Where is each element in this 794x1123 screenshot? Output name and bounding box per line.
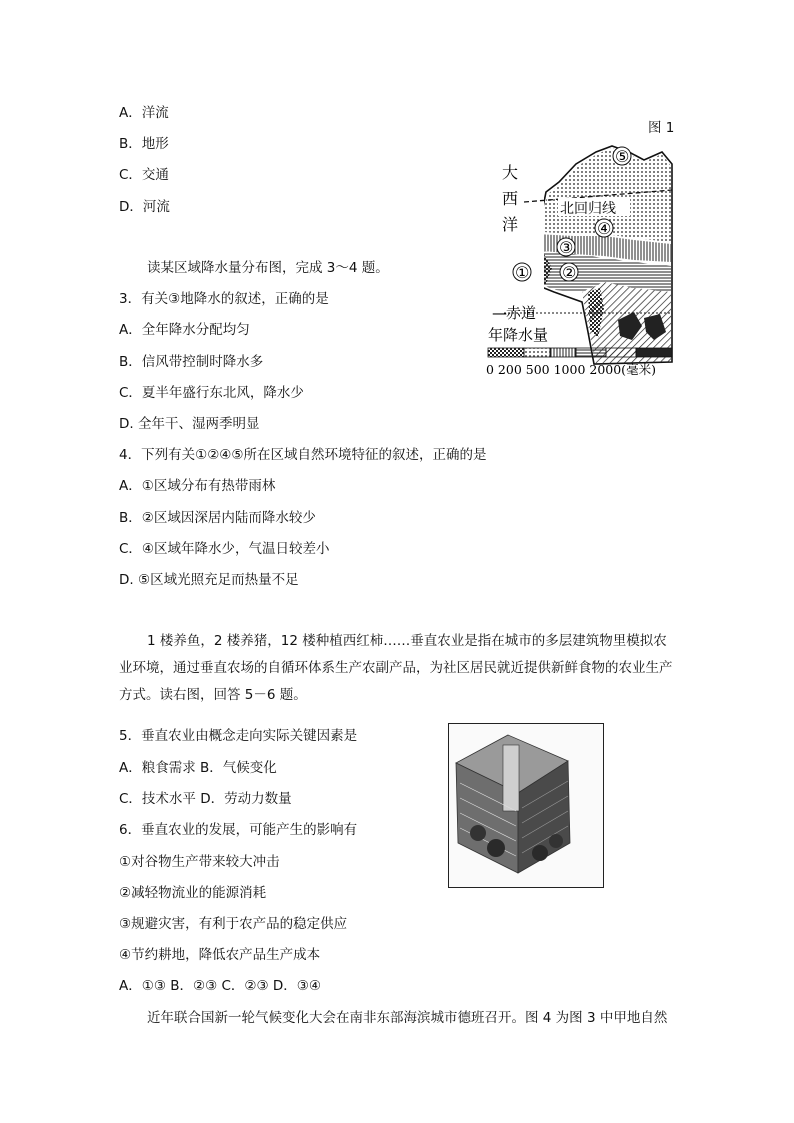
svg-text:—: —	[492, 304, 507, 322]
marker-5: ⑤	[615, 147, 630, 166]
q2-option-b: B．地形	[119, 136, 169, 152]
q6-item-4: ④节约耕地，降低农产品生产成本	[119, 947, 321, 963]
tropic-label: 北回归线	[560, 201, 616, 217]
precipitation-map-figure	[484, 142, 676, 380]
marker-1: ①	[515, 263, 530, 282]
q3-option-b: B．信风带控制时降水多	[119, 354, 264, 370]
ocean-label-2: 西	[502, 189, 519, 208]
intro-q5-6: 1 楼养鱼，2 楼养猪，12 楼种植西红柿……垂直农业是指在城市的多层建筑物里模拟农业环境，通过垂直农场的自循环体系生产农副产品，为社区居民就近提供新鲜食物的农业生产方式。读右图，回答 5－6 题。	[119, 633, 673, 703]
q6-item-1: ①对谷物生产带来较大冲击	[119, 854, 280, 870]
q6-options: A．①③ B．②③ C．②③ D．③④	[119, 978, 322, 994]
q5-options-row1: A．粮食需求 B．气候变化	[119, 760, 277, 776]
figure-1-label: 图 1	[648, 120, 675, 136]
marker-2: ②	[562, 263, 577, 282]
q2-option-c: C．交通	[119, 167, 169, 183]
q4-option-a: A．①区域分布有热带雨林	[119, 478, 276, 494]
q5-stem: 5．垂直农业由概念走向实际关键因素是	[119, 728, 358, 744]
q4-stem: 4．下列有关①②④⑤所在区域自然环境特征的叙述，正确的是	[119, 447, 487, 463]
ocean-label-1: 大	[502, 163, 519, 182]
legend-scale: 0 200 500 1000 2000(毫米)	[486, 362, 656, 377]
q4-option-d: D. ⑤区域光照充足而热量不足	[119, 572, 299, 588]
q6-item-2: ②减轻物流业的能源消耗	[119, 885, 267, 901]
ocean-label-3: 洋	[502, 215, 519, 234]
legend-title: 年降水量	[488, 326, 549, 344]
q2-option-a: A．洋流	[119, 105, 169, 121]
q6-item-3: ③规避灾害，有利于农产品的稳定供应	[119, 916, 348, 932]
q4-option-c: C．④区域年降水少，气温日较差小	[119, 541, 330, 557]
marker-3: ③	[559, 238, 574, 257]
q3-option-c: C．夏半年盛行东北风，降水少	[119, 385, 304, 401]
intro-q3-4: 读某区域降水量分布图，完成 3～4 题。	[147, 260, 389, 276]
marker-4: ④	[597, 219, 612, 238]
q4-option-b: B．②区域因深居内陆而降水较少	[119, 510, 316, 526]
q3-option-d: D. 全年干、湿两季明显	[119, 416, 260, 432]
q2-option-d: D．河流	[119, 199, 170, 215]
vertical-farm-building-image	[448, 723, 604, 888]
q5-options-row2: C．技术水平 D．劳动力数量	[119, 791, 292, 807]
intro-next: 近年联合国新一轮气候变化大会在南非东部海滨城市德班召开。图 4 为图 3 中甲地自然	[147, 1010, 668, 1026]
q3-option-a: A．全年降水分配均匀	[119, 322, 250, 338]
equator-label: 赤道	[506, 304, 537, 322]
q3-stem: 3．有关③地降水的叙述，正确的是	[119, 291, 329, 307]
q6-stem: 6．垂直农业的发展，可能产生的影响有	[119, 822, 358, 838]
